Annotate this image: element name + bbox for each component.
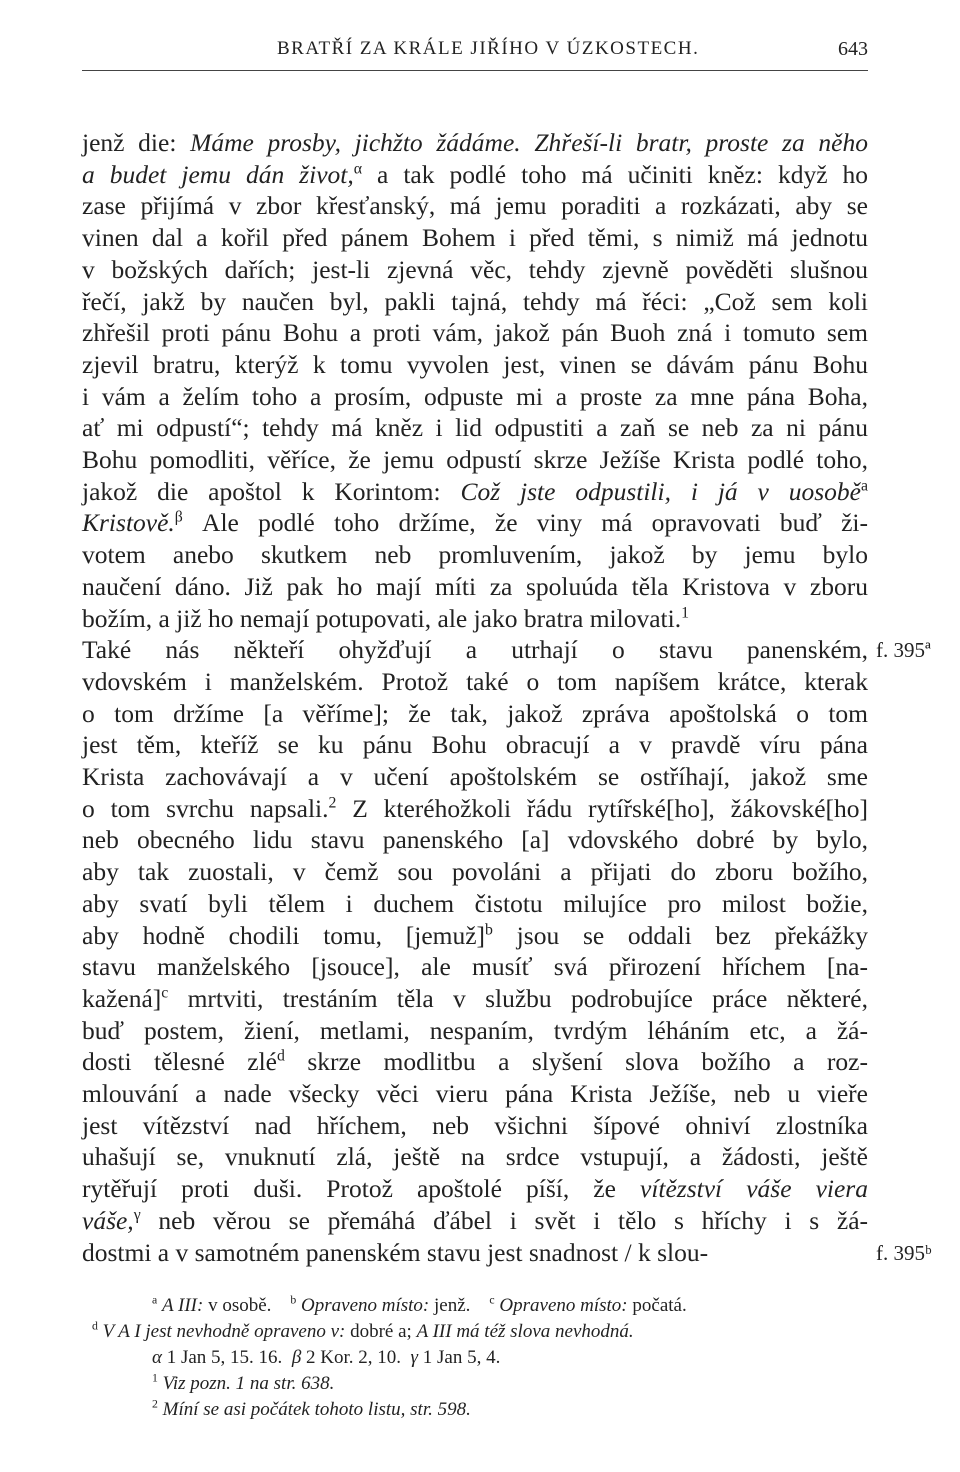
text-line: votem anebo skutkem neb promluvením, jakož by jemu bylo (82, 540, 868, 570)
text-line: jakož die apoštol k Korintom: Což jste odpustili, i já v uosobě$^a$ (82, 476, 869, 506)
text-line: neb obecného lidu stavu panenského [a] vdovského dobré by bylo, (82, 825, 868, 855)
text-line: o tom svrchu napsali.$^2$ Z kteréhožkoli řádu rytířské[ho], žákovské[ho] (82, 793, 868, 823)
text-line: Kristově.$^\beta$ Ale podlé toho držíme, že viny má opravovati buď ži- (82, 508, 868, 538)
text-line: buď postem, žiení, metlami, nespaním, tvrdým léháním etc, a žá- (82, 1015, 868, 1045)
text-line: vdovském i manželském. Protož také o tom napíšem krátce, kterak (82, 666, 868, 696)
text-line: jest těm, kteříž se ku pánu Bohu obracují a v pravdě víru pána (82, 730, 868, 760)
folio-marker: f. 395ᵇ (876, 1240, 932, 1265)
text-line: aby svatí byli tělem i duchem čistotu milujíce pro milost božie, (82, 888, 868, 918)
text-line: řečí, jakž by naučen byl, pakli tajná, tehdy má řéci: „Což sem koli (82, 286, 868, 316)
text-line: ať mi odpustí“; tehdy má kněz i lid odpustiti a zaň se neb za ni pánu (82, 413, 868, 443)
text-line: váše,$^\gamma$ neb věrou se přemáhá ďábel i svět i tělo s hříchy i s žá- (82, 1205, 868, 1235)
text-line: rytěřují proti duši. Protož apoštolé píší, že vítězství váše viera (82, 1174, 868, 1204)
text-line: mlouvání a nade všecky věci vieru pána Krista Ježíše, neb u vieře (82, 1079, 868, 1108)
page-header (82, 34, 868, 74)
text-line: zjevil bratru, kterýž k tomu vyvolen jest, vinen se dávám pánu Bohu (82, 349, 868, 379)
text-line: zase přijímá v zbor křesťanský, má jemu poraditi a rozkázati, aby se (82, 191, 868, 221)
text-line: o tom držíme [a věříme]; že tak, jakož zpráva apoštolská o tom (82, 698, 868, 728)
text-line: Také nás někteří ohyžďují a utrhají o stavu panenském, (82, 635, 868, 665)
text-line: aby tak zuostali, v čemž sou povoláni a přijati do zboru božího, (82, 857, 868, 887)
text-line: dosti tělesné zlé$^d$ skrze modlitbu a slyšení slova božího a roz- (82, 1047, 868, 1077)
text-line: stavu manželského [jsouce], ale musíť svá přirození hříchem [na- (82, 952, 868, 982)
text-line: vinen dal a kořil před pánem Bohem i před těmi, s nimiž má jednotu (82, 223, 868, 253)
text-line: Bohu pomodliti, věříce, že jemu odpustí skrze Ježíše Krista podlé toho, (82, 445, 868, 474)
footnote: $^d$ V A I jest nevhodně opraveno v: dobré a; A III má též slova nevhodná. (92, 1319, 634, 1342)
page-number: 643 (838, 38, 868, 60)
text-line: v božských dařích; jest-li zjevná věc, tehdy zjevně pověděti slušnou (82, 254, 868, 284)
text-line: i vám a želím toho a prosím, odpuste mi a proste za mne pána Boha, (82, 381, 868, 411)
running-title: BRATŘÍ ZA KRÁLE JIŘÍHO V ÚZKOSTECH. (277, 38, 700, 59)
text-line: uhašují se, vnuknutí zlá, ještě na srdce vstupují, a žádosti, ještě (82, 1142, 868, 1172)
text-line: zhřešil proti pánu Bohu a proti vám, jakož pán Buoh zná i tomuto sem (82, 318, 868, 348)
folio-marker: f. 395ª (876, 638, 931, 663)
footnote: $^a$ A III: v osobě. $^b$ Opraveno místo: jenž. $^c$ Opraveno místo: počatá. (152, 1293, 687, 1316)
header-rule (82, 70, 868, 71)
text-line: jest vítězství nad hříchem, neb všichni šípové ohniví zlostníka (82, 1110, 868, 1140)
text-line: dostmi a v samotném panenském stavu jest snadnost / k slou- (82, 1237, 709, 1267)
footnote: $^1$ Viz pozn. 1 na str. 638. (152, 1371, 335, 1394)
text-line: kažená]$^c$ mrtviti, trestáním těla v službu podrobujíce práce některé, (82, 983, 868, 1013)
text-line: aby hodně chodili tomu, [jemuž]$^b$ jsou se oddali bez překážky (82, 920, 868, 950)
text-line: jenž die: Máme prosby, jichžto žádáme. Zhřeší-li bratr, proste za něho (82, 128, 868, 157)
footnote: α 1 Jan 5, 15. 16. β 2 Kor. 2, 10. γ 1 Jan 5, 4. (152, 1347, 501, 1368)
text-line: naučení dáno. Již pak ho mají míti za spoluúda těla Kristova v zboru (82, 571, 868, 601)
text-line: Krista zachovávají a v učení apoštolském se ostříhají, jakož sme (82, 762, 868, 791)
text-line: božím, a již ho nemají potupovati, ale jako bratra milovati.$^1$ (82, 603, 689, 633)
footnote: $^2$ Míní se asi počátek tohoto listu, str. 598. (152, 1397, 471, 1420)
text-line: a budet jemu dán život,$^\alpha$ a tak podlé toho má učiniti kněz: když ho (82, 159, 868, 189)
